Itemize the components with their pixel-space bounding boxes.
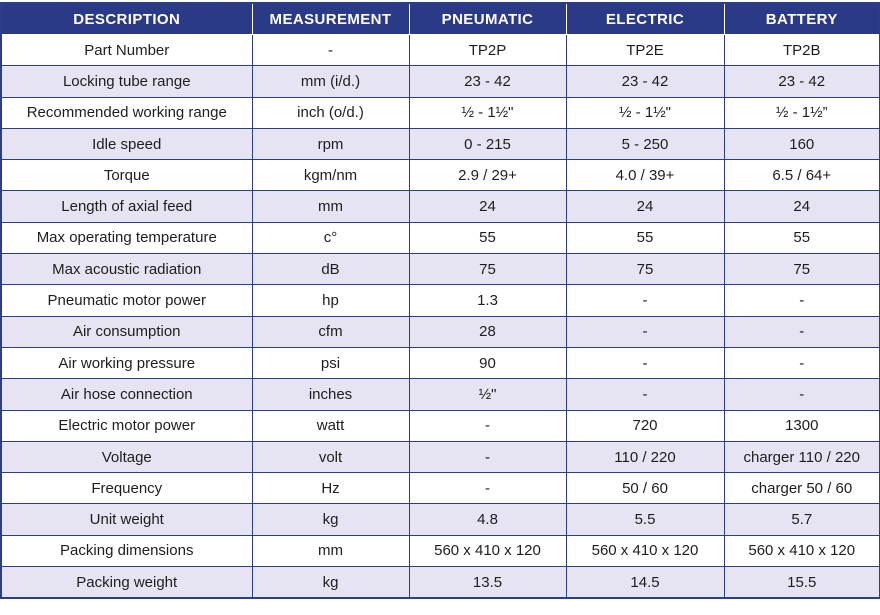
cell-pneumatic: 4.8: [409, 504, 566, 535]
cell-pneumatic: 75: [409, 254, 566, 285]
table-row: [1, 316, 880, 347]
cell-electric: 50 / 60: [566, 473, 724, 504]
cell-pneumatic: 1.3: [409, 285, 566, 316]
cell-pneumatic: ½ - 1½": [409, 97, 566, 128]
cell-electric: -: [566, 285, 724, 316]
header-battery: BATTERY: [724, 3, 880, 35]
cell-electric: -: [566, 347, 724, 378]
cell-measurement: hp: [252, 285, 409, 316]
cell-pneumatic: 560 x 410 x 120: [409, 535, 566, 566]
cell-battery: 75: [724, 254, 880, 285]
table-body: [1, 35, 880, 599]
table-row: [1, 35, 880, 66]
cell-electric: 5 - 250: [566, 128, 724, 159]
table-row: [1, 410, 880, 441]
cell-measurement: kg: [252, 504, 409, 535]
cell-battery: charger 50 / 60: [724, 473, 880, 504]
cell-battery: 560 x 410 x 120: [724, 535, 880, 566]
table-row: [1, 379, 880, 410]
table-row: [1, 347, 880, 378]
cell-description: Max operating temperature: [1, 222, 252, 253]
header-description: DESCRIPTION: [1, 3, 252, 35]
cell-battery: TP2B: [724, 35, 880, 66]
cell-electric: -: [566, 379, 724, 410]
cell-description: Locking tube range: [1, 66, 252, 97]
cell-electric: TP2E: [566, 35, 724, 66]
cell-battery: 5.7: [724, 504, 880, 535]
cell-description: Frequency: [1, 473, 252, 504]
table-row: [1, 160, 880, 191]
cell-description: Voltage: [1, 441, 252, 472]
cell-battery: 1300: [724, 410, 880, 441]
cell-electric: 55: [566, 222, 724, 253]
cell-description: Unit weight: [1, 504, 252, 535]
table-row: [1, 97, 880, 128]
cell-measurement: inch (o/d.): [252, 97, 409, 128]
table-row: [1, 191, 880, 222]
cell-description: Air working pressure: [1, 347, 252, 378]
cell-battery: ½ - 1½”: [724, 97, 880, 128]
cell-pneumatic: 55: [409, 222, 566, 253]
cell-pneumatic: 28: [409, 316, 566, 347]
cell-description: Packing weight: [1, 567, 252, 599]
cell-pneumatic: TP2P: [409, 35, 566, 66]
cell-battery: 23 - 42: [724, 66, 880, 97]
cell-description: Electric motor power: [1, 410, 252, 441]
cell-electric: 24: [566, 191, 724, 222]
header-pneumatic: PNEUMATIC: [409, 3, 566, 35]
cell-measurement: volt: [252, 441, 409, 472]
cell-measurement: inches: [252, 379, 409, 410]
table-row: [1, 254, 880, 285]
cell-electric: 720: [566, 410, 724, 441]
cell-electric: 14.5: [566, 567, 724, 599]
cell-electric: 4.0 / 39+: [566, 160, 724, 191]
cell-battery: 160: [724, 128, 880, 159]
table-row: [1, 567, 880, 599]
table-row: [1, 473, 880, 504]
cell-battery: -: [724, 379, 880, 410]
header-electric: ELECTRIC: [566, 3, 724, 35]
cell-battery: 6.5 / 64+: [724, 160, 880, 191]
cell-electric: 110 / 220: [566, 441, 724, 472]
cell-battery: 55: [724, 222, 880, 253]
cell-measurement: dB: [252, 254, 409, 285]
cell-pneumatic: ½": [409, 379, 566, 410]
cell-description: Part Number: [1, 35, 252, 66]
header-measurement: MEASUREMENT: [252, 3, 409, 35]
cell-battery: 24: [724, 191, 880, 222]
cell-electric: ½ - 1½": [566, 97, 724, 128]
cell-measurement: c°: [252, 222, 409, 253]
cell-pneumatic: 2.9 / 29+: [409, 160, 566, 191]
cell-measurement: mm: [252, 191, 409, 222]
cell-measurement: kgm/nm: [252, 160, 409, 191]
table-header: [1, 3, 880, 35]
cell-measurement: Hz: [252, 473, 409, 504]
cell-measurement: watt: [252, 410, 409, 441]
cell-electric: -: [566, 316, 724, 347]
cell-measurement: rpm: [252, 128, 409, 159]
cell-battery: charger 110 / 220: [724, 441, 880, 472]
cell-measurement: -: [252, 35, 409, 66]
cell-battery: 15.5: [724, 567, 880, 599]
table-row: [1, 504, 880, 535]
cell-pneumatic: -: [409, 441, 566, 472]
table-row: [1, 66, 880, 97]
cell-battery: -: [724, 285, 880, 316]
cell-measurement: mm (i/d.): [252, 66, 409, 97]
table-row: [1, 222, 880, 253]
cell-description: Max acoustic radiation: [1, 254, 252, 285]
cell-measurement: mm: [252, 535, 409, 566]
cell-description: Air hose connection: [1, 379, 252, 410]
cell-battery: -: [724, 316, 880, 347]
cell-description: Pneumatic motor power: [1, 285, 252, 316]
table-row: [1, 535, 880, 566]
cell-pneumatic: -: [409, 410, 566, 441]
cell-pneumatic: 23 - 42: [409, 66, 566, 97]
cell-measurement: psi: [252, 347, 409, 378]
cell-description: Length of axial feed: [1, 191, 252, 222]
table-row: [1, 441, 880, 472]
cell-measurement: kg: [252, 567, 409, 599]
cell-electric: 23 - 42: [566, 66, 724, 97]
spec-table: [0, 2, 880, 599]
cell-measurement: cfm: [252, 316, 409, 347]
cell-pneumatic: 90: [409, 347, 566, 378]
cell-description: Idle speed: [1, 128, 252, 159]
cell-pneumatic: -: [409, 473, 566, 504]
cell-pneumatic: 24: [409, 191, 566, 222]
cell-pneumatic: 13.5: [409, 567, 566, 599]
cell-electric: 5.5: [566, 504, 724, 535]
table-row: [1, 128, 880, 159]
cell-description: Torque: [1, 160, 252, 191]
cell-pneumatic: 0 - 215: [409, 128, 566, 159]
cell-description: Packing dimensions: [1, 535, 252, 566]
cell-description: Air consumption: [1, 316, 252, 347]
header-row: [1, 3, 880, 35]
cell-electric: 75: [566, 254, 724, 285]
table-row: [1, 285, 880, 316]
cell-battery: -: [724, 347, 880, 378]
cell-electric: 560 x 410 x 120: [566, 535, 724, 566]
cell-description: Recommended working range: [1, 97, 252, 128]
